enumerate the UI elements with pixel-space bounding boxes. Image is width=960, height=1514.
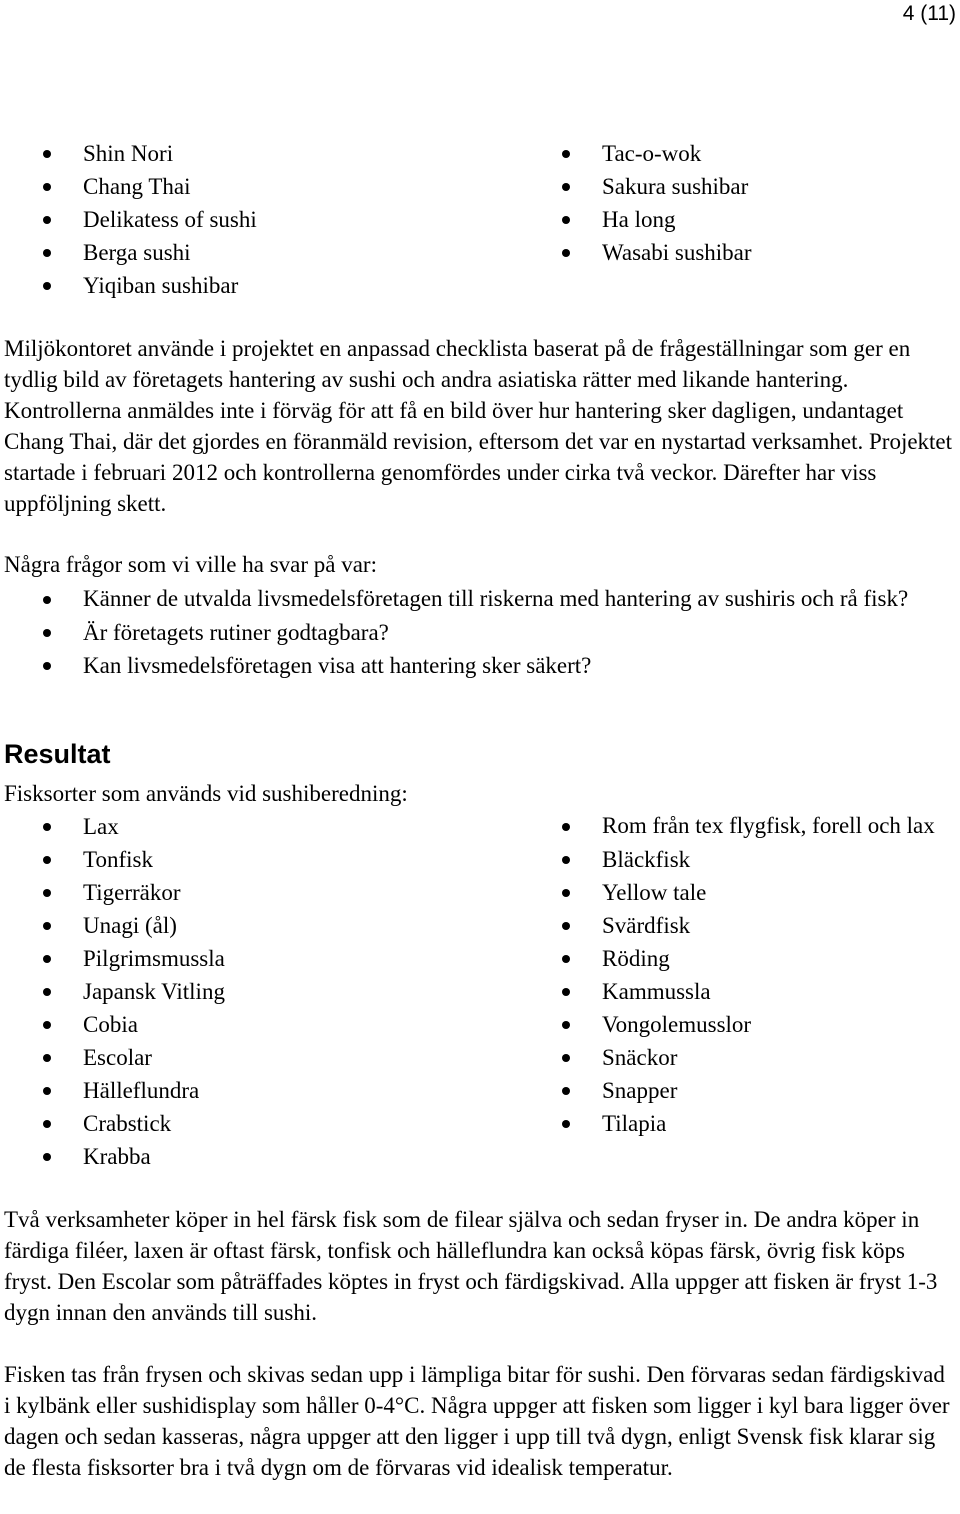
restaurant-list-right <box>523 137 956 269</box>
list-item: Ha long <box>523 203 956 236</box>
list-item: Kammussla <box>523 975 960 1008</box>
fish-list-right <box>523 810 960 1140</box>
questions-intro: Några frågor som vi ville ha svar på var: <box>4 552 377 577</box>
list-item: Snapper <box>523 1074 960 1107</box>
list-item: Unagi (ål) <box>4 909 444 942</box>
list-item: Tonfisk <box>4 843 444 876</box>
list-item: Vongolemusslor <box>523 1008 960 1041</box>
list-item: Tigerräkor <box>4 876 444 909</box>
list-item: Sakura sushibar <box>523 170 956 203</box>
questions-list <box>4 583 956 682</box>
list-item: Japansk Vitling <box>4 975 444 1008</box>
list-item: Yellow tale <box>523 876 960 909</box>
page-number: 4 (11) <box>902 2 956 25</box>
list-item: Delikatess of sushi <box>4 203 444 236</box>
list-item: Tac-o-wok <box>523 137 956 170</box>
list-item: Rom från tex flygfisk, forell och lax <box>523 810 960 841</box>
section-heading-resultat: Resultat <box>4 739 111 769</box>
list-item: Snäckor <box>523 1041 960 1074</box>
list-item: Pilgrimsmussla <box>4 942 444 975</box>
list-item: Shin Nori <box>4 137 444 170</box>
list-item: Kan livsmedelsföretagen visa att hantering sker säkert? <box>4 649 956 682</box>
list-item: Krabba <box>4 1140 444 1173</box>
body-paragraph: Fisken tas från frysen och skivas sedan upp i lämpliga bitar för sushi. Den förvaras sedan färdigskivad i kylbänk eller sushidisplay som håller 0-4°C. Några uppger att fisken som ligger i kyl bara ligger över dagen och sedan kasseras, några uppger att den ligger i upp till två dygn, enligt Svensk fisk klarar sig de flesta fisksorter bra i två dygn om de förvaras vid idealisk temperatur. <box>4 1362 950 1480</box>
list-item: Hälleflundra <box>4 1074 444 1107</box>
list-item: Tilapia <box>523 1107 960 1140</box>
list-item: Yiqiban sushibar <box>4 269 444 302</box>
list-item: Wasabi sushibar <box>523 236 956 269</box>
list-item: Berga sushi <box>4 236 444 269</box>
list-item: Chang Thai <box>4 170 444 203</box>
list-item: Bläckfisk <box>523 843 960 876</box>
list-item: Crabstick <box>4 1107 444 1140</box>
body-paragraph: Två verksamheter köper in hel färsk fisk som de filear själva och sedan fryser in. De andra köper in färdiga filéer, laxen är oftast färsk, tonfisk och hälleflundra kan också köpas färsk, övrig fisk köps fryst. Den Escolar som påträffades köptes in fryst och färdigskivad. Alla uppger att fisken är fryst 1-3 dygn innan den används till sushi. <box>4 1207 938 1325</box>
list-item: Känner de utvalda livsmedelsföretagen till riskerna med hantering av sushiris och rå fisk? <box>4 583 956 614</box>
list-item: Lax <box>4 810 444 843</box>
list-item: Röding <box>523 942 960 975</box>
list-item: Cobia <box>4 1008 444 1041</box>
fish-list-left <box>4 810 444 1173</box>
list-item: Är företagets rutiner godtagbara? <box>4 616 956 649</box>
restaurant-list-left <box>4 137 444 302</box>
fish-intro: Fisksorter som används vid sushiberedning: <box>4 781 408 806</box>
list-item: Svärdfisk <box>523 909 960 942</box>
list-item: Escolar <box>4 1041 444 1074</box>
intro-paragraph: Miljökontoret använde i projektet en anpassad checklista baserat på de frågeställningar som ger en tydlig bild av företagets hantering av sushi och andra asiatiska rätter med likande hantering. Kontrollerna anmäldes inte i förväg för att få en bild över hur hantering sker dagligen, undantaget Chang Thai, där det gjordes en föranmäld revision, eftersom det var en nystartad verksamhet. Projektet startade i februari 2012 och kontrollerna genomfördes under cirka två veckor. Därefter har viss uppföljning skett. <box>4 336 953 516</box>
